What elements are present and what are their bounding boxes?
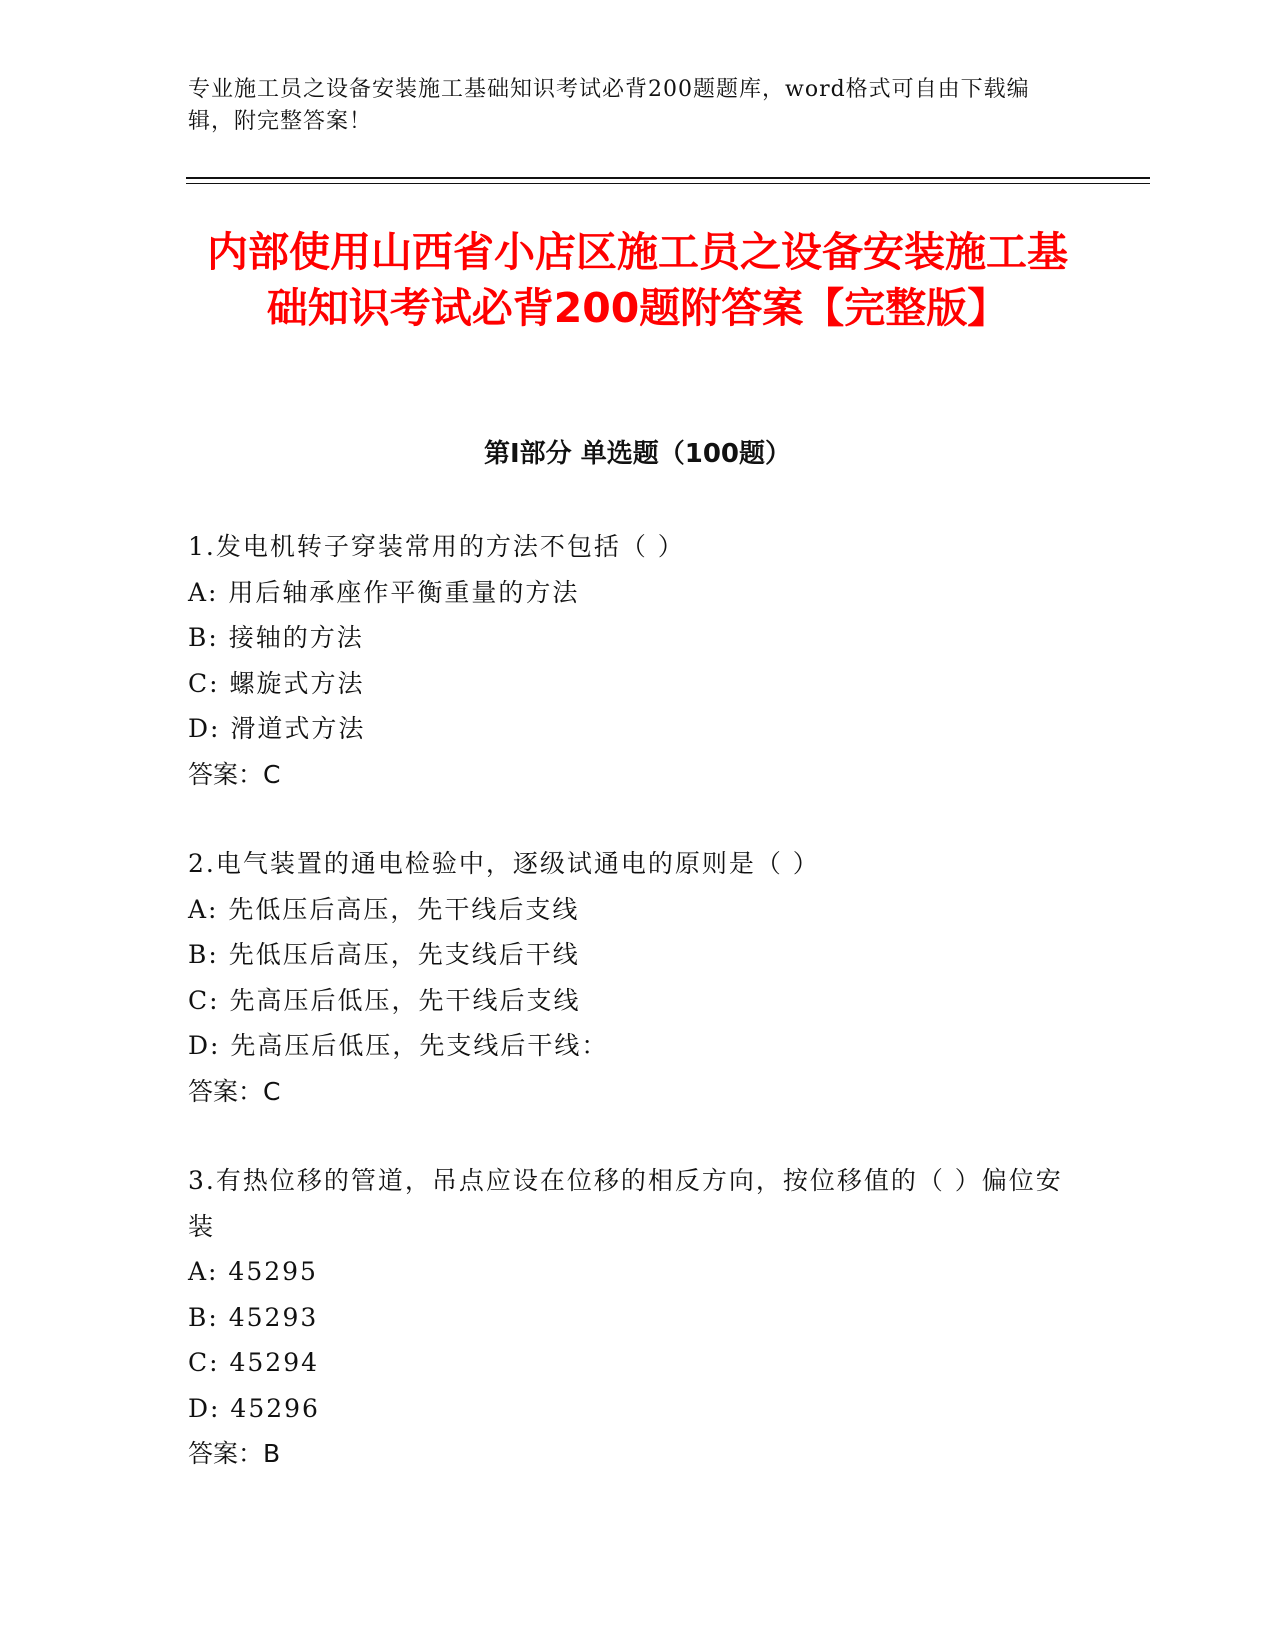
answer-line: 答案：C [188,1076,281,1106]
header-note: 专业施工员之设备安装施工基础知识考试必背200题题库，word格式可自由下载编辑，附完整答案！ [188,77,1030,134]
option-c: C: 先高压后低压，先干线后支线 [188,985,581,1015]
header-divider-thin [186,183,1150,184]
question-text: 3.有热位移的管道，吊点应设在位移的相反方向，按位移值的（ ）偏位安装 [188,1166,1063,1241]
option-d: D: 先高压后低压，先支线后干线： [188,1031,609,1060]
option-a: A: 先低压后高压，先干线后支线 [188,894,580,924]
question-list [188,524,1088,1521]
question-text: 2.电气装置的通电检验中，逐级试通电的原则是（ ） [188,849,820,878]
question-text: 1.发电机转子穿装常用的方法不包括（ ） [188,532,685,561]
option-d: D: 45296 [188,1393,320,1423]
option-d: D: 滑道式方法 [188,714,366,743]
option-a: A: 用后轴承座作平衡重量的方法 [188,577,580,607]
header-divider-thick [186,177,1150,179]
option-c: C: 45294 [188,1348,320,1377]
option-c: C: 螺旋式方法 [188,668,365,698]
question-3 [188,1158,1088,1477]
question-1 [188,524,1088,797]
question-2 [188,841,1088,1114]
option-b: B: 45293 [188,1302,319,1332]
option-b: B: 先低压后高压，先支线后干线 [188,940,580,969]
document-title: 内部使用山西省小店区施工员之设备安装施工基础知识考试必背200题附答案【完整版】 [207,228,1068,332]
answer-line: 答案：B [188,1439,281,1468]
answer-line: 答案：C [188,759,281,789]
section-heading: 第I部分 单选题（100题） [484,439,791,469]
option-a: A: 45295 [188,1257,318,1286]
option-b: B: 接轴的方法 [188,623,364,652]
